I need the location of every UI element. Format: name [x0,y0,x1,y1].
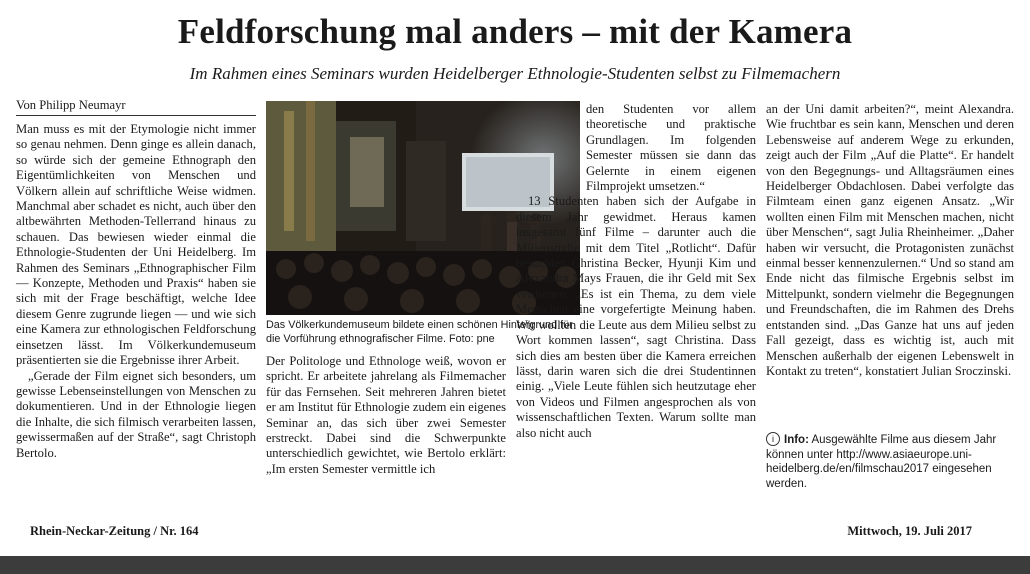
info-label: Info: [784,434,809,446]
photo-credit: Foto: pne [449,333,495,345]
info-text: Ausgewählte Filme aus diesem Jahr können unter http://www.asiaeurope.uni-heidelberg.de/en/filmschau2017 eingesehen werden. [766,434,997,490]
subheadline: Im Rahmen eines Seminars wurden Heidelberger Ethnologie-Studenten selbst zu Filmemachern [189,64,841,83]
headline: Feldforschung mal anders – mit der Kamera [177,12,853,51]
paragraph: Der Politologe und Ethnologe weiß, wovon er spricht. Er arbeitete jahrelang als Filmemacher für das Fernsehen. Seit mehreren Jahren bietet er am Institut für Ethnologie zudem ein eigenes Seminar an, das sich über zwei Semester erstreckt. Dabei sind die Schwerpunkte unterschiedlich gewichtet, wie Bertolo erklärt: „Im ersten Semester vermittle ich [266,354,506,476]
paragraph: Man muss es mit der Etymologie nicht immer so genau nehmen. Denn ginge es allein danach, so würde sich der gemeine Ethnograph den Eigentümlichkeiten von Menschen und Völkern allein auf schriftliche Weise widmen. Manchmal aber schadet es nicht, auch über den altbewährten Methoden-Tellerrand hinaus zu schauen. Das bewiesen wieder einmal die Ethnologie-Studenten der Uni Heidelberg. Im Rahmen des Seminars „Ethnographischer Film — Konzepte, Methoden und Praxis“ haben sie sich mit der Frage beschäftigt, welche Idee diesem Genre zugrunde liegen — und wie sich eine Kamera zur ethnologischen Feldforschung einsetzen lässt. Im Völkerkundemuseum präsentierten sie die Ergebnisse ihrer Arbeit. [16,122,256,368]
article-column-4 [766,102,1014,379]
footer-publication: Rhein-Neckar-Zeitung / Nr. 164 [30,524,199,538]
info-icon: i [766,432,780,446]
article-column-1 [16,122,256,461]
paragraph: an der Uni damit arbeiten?“, meint Alexandra. Wie fruchtbar es sein kann, Menschen und deren Lebensweise auf anderem Wege zu erkunden, zeigt auch der Film „Auf die Platte“. Er handelt von den Begegnungs- und Alltagsräumen eines Heidelberger Obdachlosen. Dabei verfolgte das Filmteam einen ganz eigenen Ansatz. „Wir wollten einen Film mit Menschen machen, nicht über Menschen“, sagt Julia Rheinheimer. „Daher haben wir versucht, die Protagonisten zunächst einmal besser kennenzulernen.“ Und so stand am Ende nicht das filmische Ergebnis selbst im Mittelpunkt, sondern vielmehr die Begegnungen und Freundschaften, die im Rahmen des Drehs entstanden sind. „Das Ganze hat uns auf jeden Fall gezeigt, dass es wichtig ist, auch mit Menschen außerhalb der eigenen Lebenswelt in Kontakt zu treten“, konstatiert Julian Sroczinski. [766,102,1014,378]
info-box [766,432,1014,491]
paragraph: den Studenten vor allem theoretische und praktische Grundlagen. Im folgenden Semester müssen sie dann das Gelernte in einem eigenen Filmprojekt umsetzen.“ [586,102,756,194]
article-column-2 [266,354,506,477]
paragraph: 13 Studenten haben sich der Aufgabe in diesem Jahr gewidmet. Heraus kamen insgesamt fünf Filme – darunter auch die Milieustudie mit dem Titel „Rotlicht“. Dafür besuchten Christina Becker, Hyunji Kim und Alexandra Mays Frauen, die ihr Geld mit Sex verdienen. „Es ist ein Thema, zu dem viele Menschen eine vorgefertigte Meinung haben. Wir wollten die Leute aus dem Milieu selbst zu Wort kommen lassen“, sagt Christina. Dass sich dies am besten über die Kamera erreichen lässt, darin waren sich die drei Studentinnen einig. „Viele Leute fühlen sich heutzutage eher von Videos und Filmen angesprochen als von wissenschaftlichen Texten. Warum sollte man also nicht auch [516,194,756,440]
caption-text: Das Völkerkundemuseum bildete einen schönen Hintergrund für die Vorführung ethnografischer Filme. [266,319,573,345]
bottom-band [0,556,1030,574]
byline: Von Philipp Neumayr [16,98,256,116]
footer-date: Mittwoch, 19. Juli 2017 [847,524,972,538]
article-column-3 [516,102,756,441]
paragraph: „Gerade der Film eignet sich besonders, um gewisse Lebenseinstellungen von Menschen zu dokumentieren. Und in der Ethnologie liegen die Inhalte, die sich filmisch verarbeiten lassen, gewissermaßen auf der Straße“, sagt Christoph Bertolo. [16,368,256,460]
